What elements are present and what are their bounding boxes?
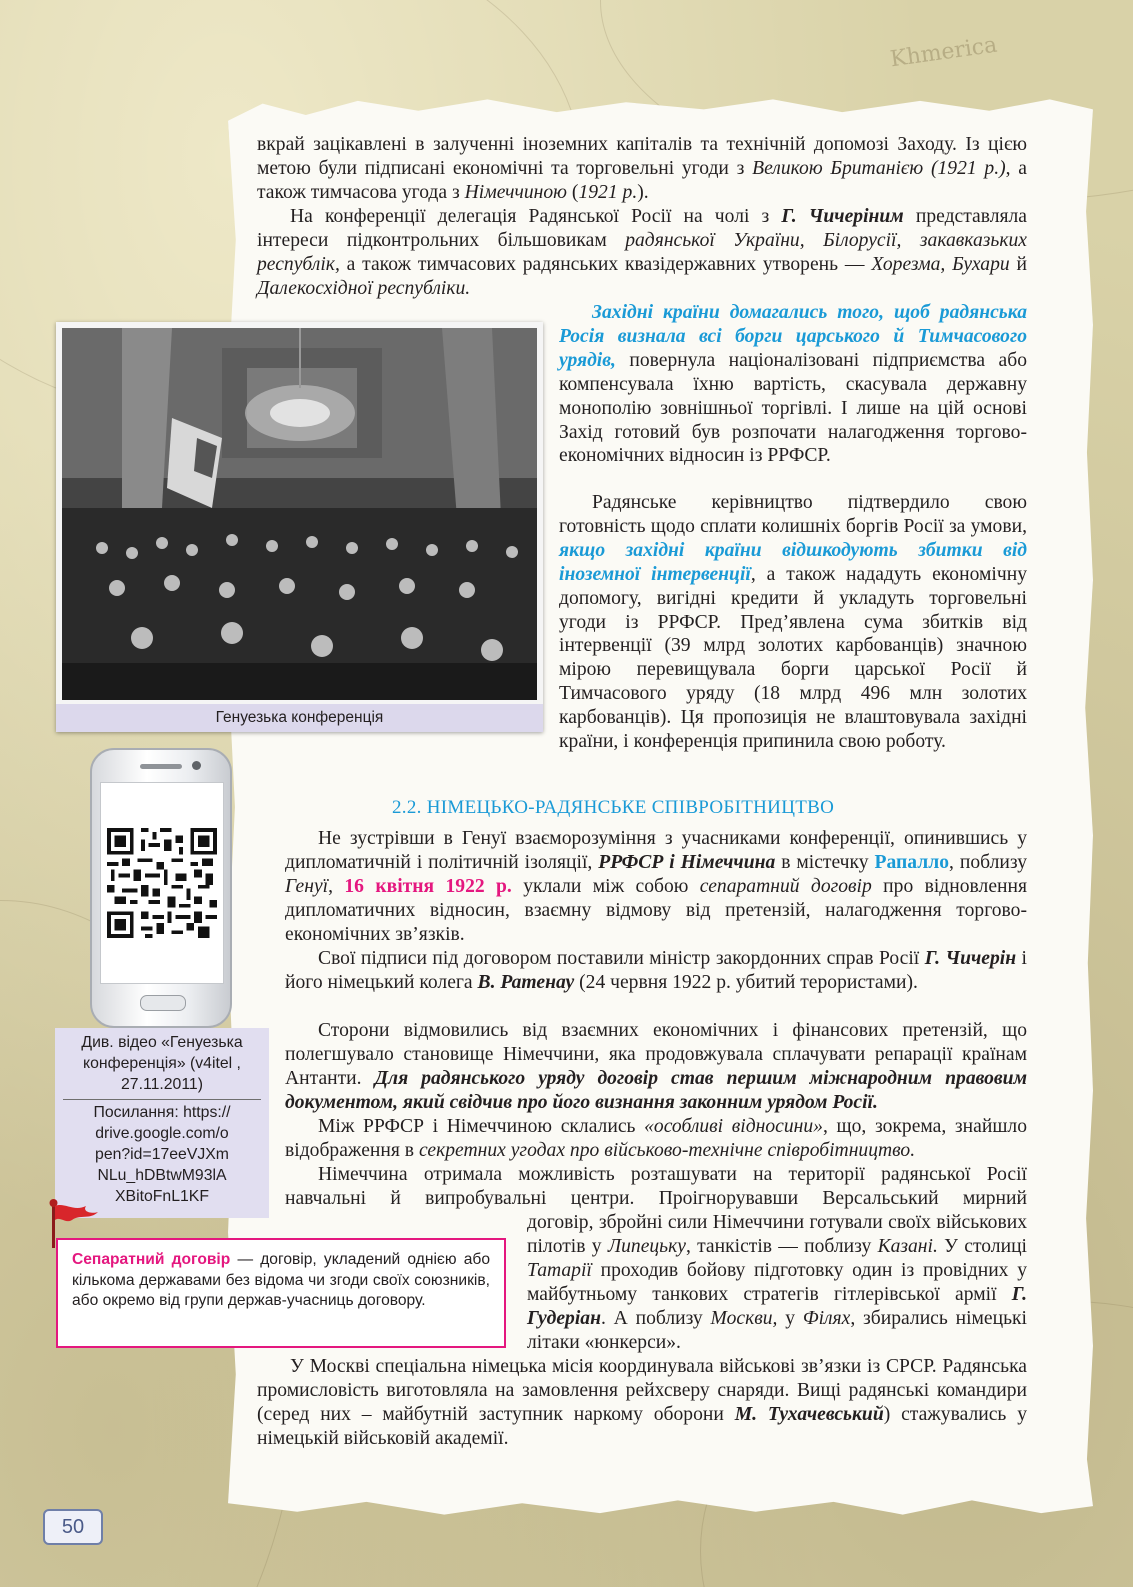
- phone-mockup: [90, 748, 232, 1028]
- definition-text: — договір, укладений однією або кількома державами без відома чи згоди своїх союзників, або окремо від групи держав-учасниць договору.: [72, 1251, 490, 1310]
- section-heading: 2.2. НІМЕЦЬКО-РАДЯНСЬКЕ СПІВРОБІТНИЦТВО: [392, 797, 835, 818]
- video-info-box: [55, 1028, 269, 1218]
- phone-screen: [100, 782, 224, 984]
- paragraph-1: вкрай зацікавлені в залученні іноземних капіталів та технічній допомозі Заходу. Із цією метою були підписані економічні та торговельні угоди з Великою Британією (1921 р.), а також тимчасова угода з Німеччиною (1921 р.).: [257, 134, 1027, 203]
- video-link[interactable]: Посилання: https://drive.google.com/open?id=17eeVJXmNLu_hDBtwM93lAXBitoFnL1KF: [93, 1104, 231, 1205]
- paragraph-8: Між РРФСР і Німеччиною склались «особливі відносини», що, зокрема, знайшло відображення в секретних угодах про військово-технічне співробітництво.: [285, 1116, 1027, 1161]
- map-watermark: Khmerica: [888, 32, 999, 73]
- photo-illustration: [62, 328, 537, 700]
- paragraph-6: Свої підписи під договором поставили міністр закордонних справ Росії Г. Чичерін і його німецький колега В. Ратенау (24 червня 1922 р. убитий терористами).: [285, 948, 1027, 993]
- qr-code-icon[interactable]: [107, 828, 217, 938]
- photo-frame: [56, 322, 543, 732]
- phone-camera-icon: [192, 761, 201, 770]
- paragraph-9: Німеччина отримала можливість розташувати на території радянської Росії навчальні й випробувальні центри. Проігнорувавши Версальський мирний: [285, 1164, 1027, 1209]
- genoa-conference-photo: [62, 328, 537, 700]
- divider: [63, 1099, 261, 1100]
- paragraph-3: Західні країни домагались того, щоб радянська Росія визнала всі борги царського й Тимчасового урядів, повернула націоналізовані підприємства або компенсувала їхню вартість, скасувала державну монополію зовнішньої торгівлі. І лише на цій основі Захід готовий був розпочати налагодження торгово-економічних відносин із РРФСР.: [559, 302, 1027, 467]
- paragraph-7: Сторони відмовились від взаємних економічних і фінансових претензій, що полегшувало становище Німеччини, яка продовжувала сплачувати репарації країнам Антанти. Для радянського уряду договір став першим міжнародним правовим документом, який свідчив про його визнання законним урядом Росії.: [285, 1020, 1028, 1113]
- phone-speaker-icon: [140, 764, 182, 769]
- phone-home-button-icon: [140, 995, 186, 1011]
- page-number: 50: [43, 1509, 103, 1545]
- definition-box: [56, 1238, 506, 1348]
- photo-caption: Генуезька конференція: [56, 704, 543, 732]
- paragraph-4: Радянське керівництво підтвердило свою готовність щодо сплати колишніх боргів Росії за умови, якщо західні країни відшкодують збитки від іноземної інтервенції, а також нададуть економічну допомогу, вигідні кредити й укладуть торговельні угоди із РРФСР. Пред’явлена сума збитків від інтервенції (39 млрд золотих карбованців) значною мірою перевищувала борги царської Росії й Тимчасового уряду (18 млрд 496 млн золотих карбованців). Ця пропозиція не влаштовувала західні країни, і конференція припинила свою роботу.: [559, 492, 1027, 753]
- paragraph-2: На конференції делегація Радянської Росії на чолі з Г. Чичеріним представляла інтереси підконтрольних більшовикам радянської України, Білорусії, закавказьких республік, а також тимчасових радянських квазідержавних утворень — Хорезма, Бухари й Далекосхідної республіки.: [257, 206, 1027, 299]
- definition-term: Сепаратний договір: [72, 1251, 231, 1268]
- paragraph-9-continued: договір, збройні сили Німеччини готували своїх військових пілотів у Липецьку, танкістів — поблизу Казані. У столиці Татарії проходив бойову підготовку один із провідних у майбутньому танкових стратегів гітлерівської армії Г. Гудеріан. А поблизу Москви, у Філях, збирались німецькі літаки «юнкерси».: [527, 1212, 1028, 1353]
- video-title: Див. відео «Генуезька конференція» (v4itel , 27.11.2011): [81, 1034, 243, 1093]
- paragraph-5: Не зустрівши в Генуї взаєморозуміння з учасниками конференції, опинившись у дипломатичній і політичній ізоляції, РРФСР і Німеччина в містечку Рапалло, поблизу Генуї, 16 квітня 1922 р. уклали між собою сепаратний договір про відновлення дипломатичних відносин, взаємну відмову від претензій, налагодження торгово-економічних зв’язків.: [285, 828, 1028, 945]
- paragraph-10: У Москві спеціальна німецька місія координувала військові зв’язки із СРСР. Радянська промисловість виготовляла на замовлення рейхсверу снаряди. Вищі радянські командири (серед них – майбутній заступник наркому оборони М. Тухачевський) стажувались у німецькій військовій академії.: [257, 1356, 1027, 1449]
